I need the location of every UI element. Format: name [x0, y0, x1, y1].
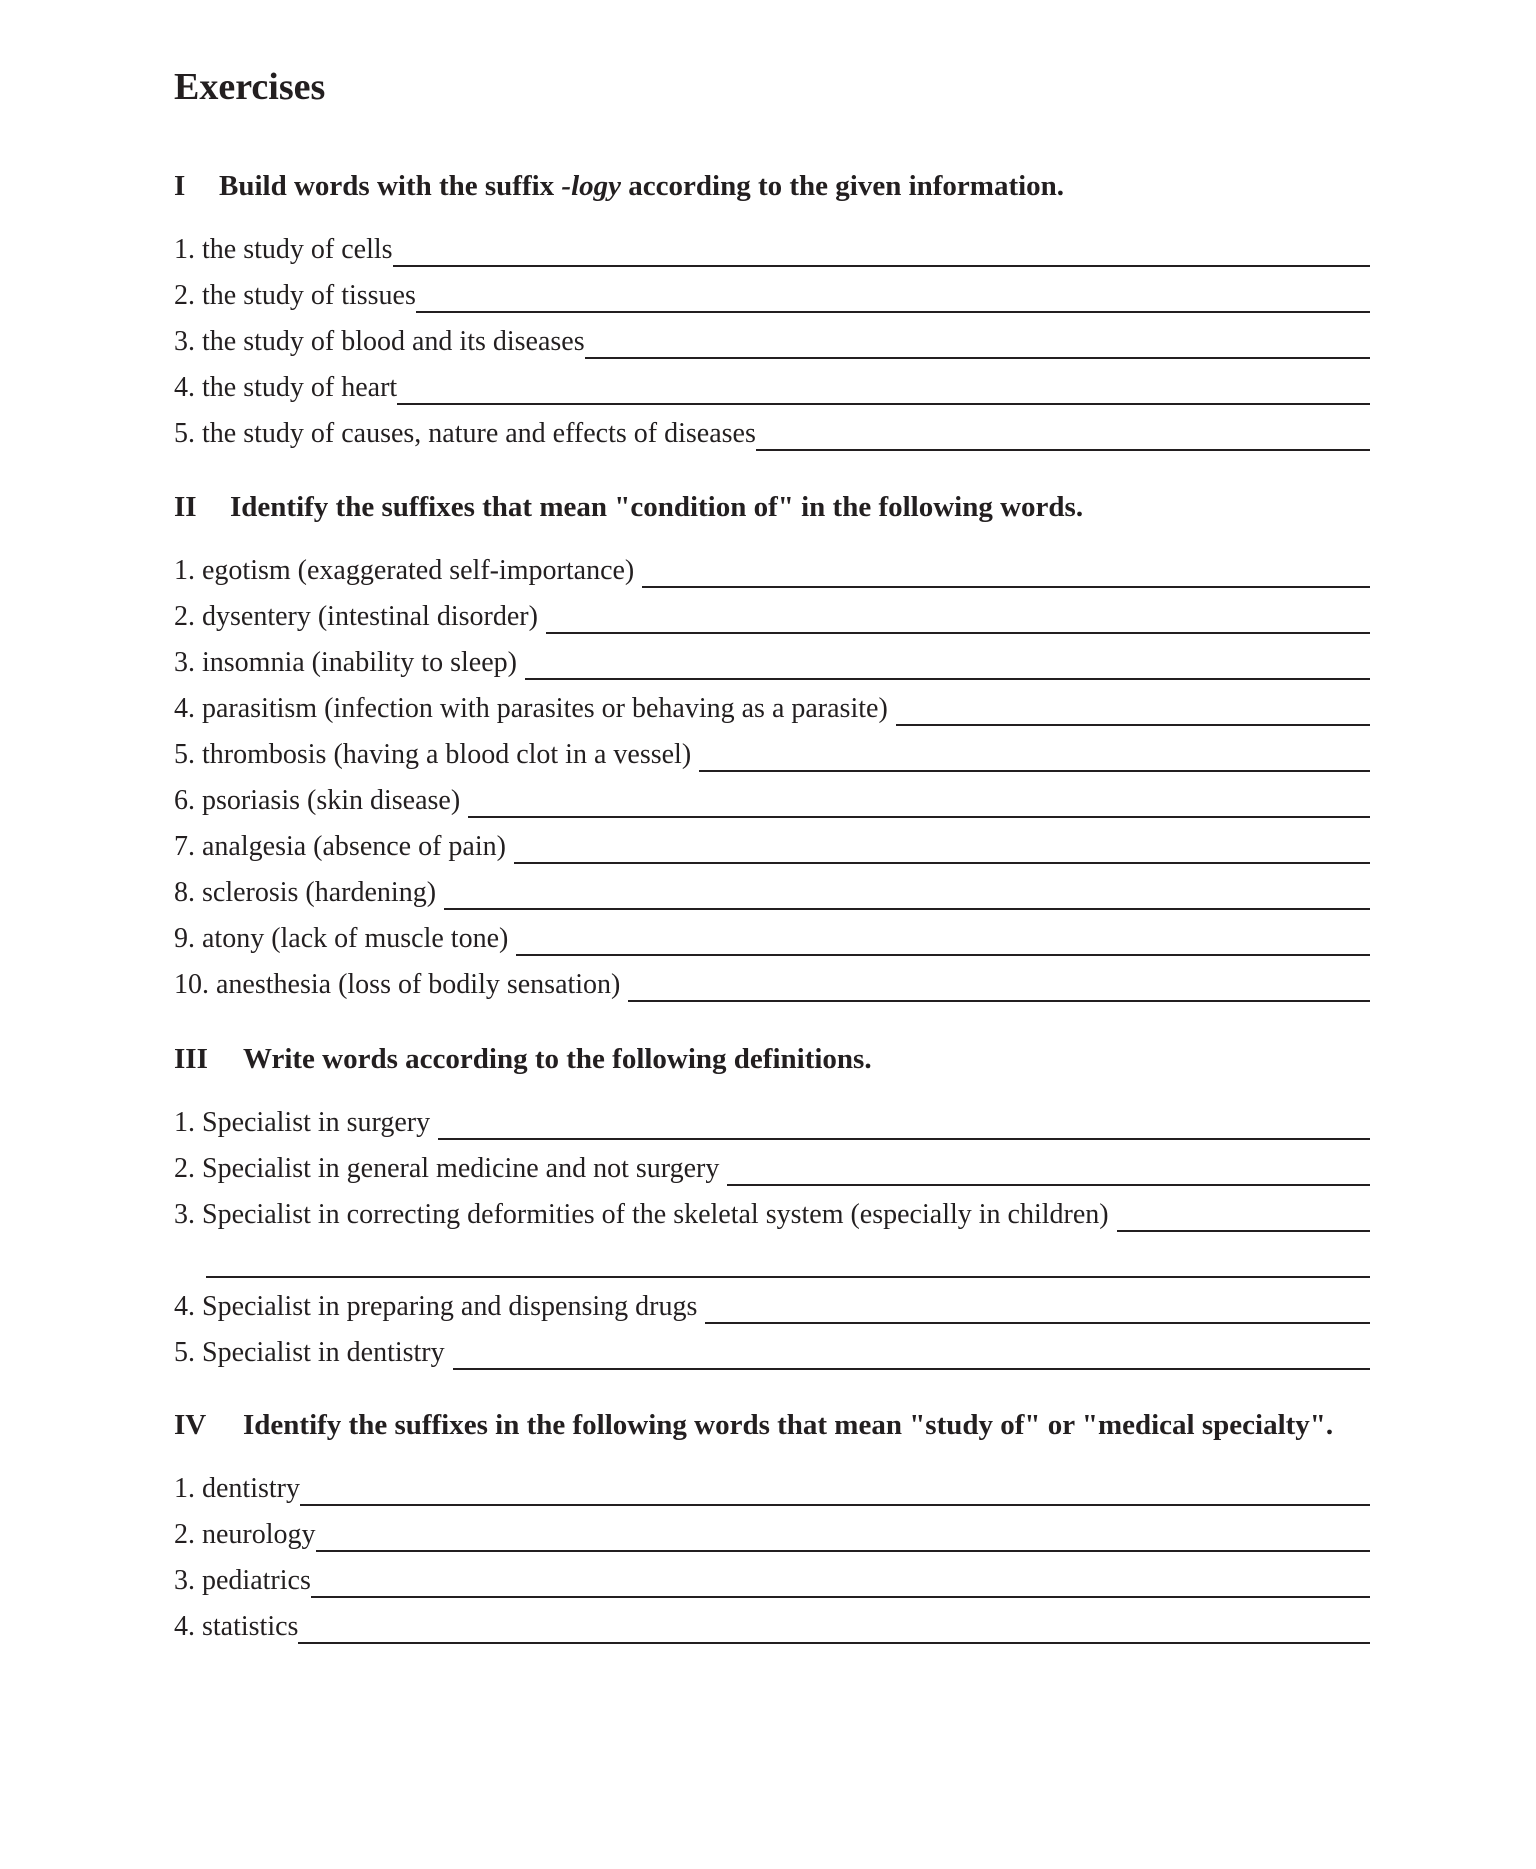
- list-item: [174, 411, 1370, 457]
- answer-line[interactable]: [316, 1519, 1370, 1552]
- item-prompt: 4. Specialist in preparing and dispensing drugs: [174, 1291, 698, 1322]
- answer-line[interactable]: [756, 418, 1370, 451]
- list-item: [174, 686, 1370, 732]
- item-prompt: 2. Specialist in general medicine and not surgery: [174, 1153, 720, 1184]
- list-item: [174, 916, 1370, 962]
- section-1-heading: [174, 167, 1370, 205]
- item-prompt: 5. thrombosis (having a blood clot in a vessel): [174, 739, 692, 770]
- section-4-heading-text: Identify the suffixes in the following words that mean "study of" or "medical specialty".: [243, 1409, 1334, 1441]
- answer-line[interactable]: [727, 1153, 1370, 1186]
- list-item: [174, 778, 1370, 824]
- answer-line[interactable]: [896, 693, 1370, 726]
- item-prompt: 2. the study of tissues: [174, 280, 416, 311]
- section-3-heading: [174, 1040, 1370, 1078]
- section-4-numeral: IV: [174, 1409, 207, 1441]
- answer-line[interactable]: [453, 1337, 1370, 1370]
- item-prompt: 2. dysentery (intestinal disorder): [174, 601, 538, 632]
- list-item: [174, 1146, 1370, 1192]
- item-prompt: 4. the study of heart: [174, 372, 398, 403]
- answer-line[interactable]: [546, 601, 1370, 634]
- item-prompt: 1. dentistry: [174, 1473, 300, 1504]
- item-prompt: 1. Specialist in surgery: [174, 1107, 431, 1138]
- answer-line[interactable]: [393, 234, 1370, 267]
- answer-line[interactable]: [525, 647, 1370, 680]
- answer-line[interactable]: [298, 1611, 1370, 1644]
- answer-line[interactable]: [397, 372, 1370, 405]
- list-item: [174, 365, 1370, 411]
- list-item: [174, 1604, 1370, 1650]
- list-item: [174, 1100, 1370, 1146]
- item-prompt: 2. neurology: [174, 1519, 316, 1550]
- section-1-numeral: I: [174, 170, 186, 202]
- list-item: [174, 1192, 1370, 1238]
- item-prompt: 8. sclerosis (hardening): [174, 877, 437, 908]
- answer-line[interactable]: [311, 1565, 1370, 1598]
- section-3-heading-text: Write words according to the following definitions.: [243, 1043, 872, 1075]
- section-3-items: [174, 1100, 1370, 1376]
- item-prompt: 1. egotism (exaggerated self-importance): [174, 555, 635, 586]
- answer-line[interactable]: [444, 877, 1370, 910]
- answer-line[interactable]: [206, 1245, 1370, 1278]
- section-4-items: [174, 1466, 1370, 1650]
- answer-line[interactable]: [699, 739, 1370, 772]
- section-4: [174, 1406, 1370, 1650]
- list-item: [174, 227, 1370, 273]
- section-1-heading-text-end: according to the given information.: [621, 170, 1065, 202]
- section-2-numeral: II: [174, 491, 197, 523]
- list-item: [174, 962, 1370, 1008]
- list-item: [174, 640, 1370, 686]
- list-item: [174, 273, 1370, 319]
- section-1-heading-suffix: -logy: [561, 170, 622, 202]
- answer-line[interactable]: [514, 831, 1370, 864]
- item-prompt: 4. statistics: [174, 1611, 299, 1642]
- answer-line[interactable]: [1117, 1199, 1370, 1232]
- list-item: [174, 319, 1370, 365]
- section-4-heading: [174, 1406, 1370, 1444]
- answer-line[interactable]: [438, 1107, 1370, 1140]
- section-1: [174, 167, 1370, 457]
- list-item: [174, 1466, 1370, 1512]
- item-prompt: 1. the study of cells: [174, 234, 393, 265]
- list-item: [174, 548, 1370, 594]
- section-1-items: [174, 227, 1370, 457]
- list-item: [174, 1284, 1370, 1330]
- list-item: [174, 1558, 1370, 1604]
- list-item: [174, 732, 1370, 778]
- item-prompt: 4. parasitism (infection with parasites or behaving as a parasite): [174, 693, 888, 724]
- answer-line[interactable]: [468, 785, 1370, 818]
- item-prompt: 5. Specialist in dentistry: [174, 1337, 445, 1368]
- item-prompt: 7. analgesia (absence of pain): [174, 831, 506, 862]
- item-prompt: 3. insomnia (inability to sleep): [174, 647, 517, 678]
- item-prompt: 3. the study of blood and its diseases: [174, 326, 585, 357]
- answer-line[interactable]: [628, 969, 1370, 1002]
- list-item-continuation: [174, 1238, 1370, 1284]
- item-prompt: 9. atony (lack of muscle tone): [174, 923, 509, 954]
- list-item: [174, 594, 1370, 640]
- answer-line[interactable]: [416, 280, 1370, 313]
- item-prompt: 3. pediatrics: [174, 1565, 311, 1596]
- list-item: [174, 1512, 1370, 1558]
- section-2-items: [174, 548, 1370, 1008]
- section-2-heading: [174, 488, 1370, 526]
- section-1-heading-text: Build words with the suffix: [219, 170, 562, 202]
- answer-line[interactable]: [585, 326, 1370, 359]
- answer-line[interactable]: [300, 1473, 1370, 1506]
- section-3-numeral: III: [174, 1043, 208, 1075]
- page-title: Exercises: [174, 66, 326, 108]
- section-3: [174, 1040, 1370, 1376]
- item-prompt: 3. Specialist in correcting deformities of the skeletal system (especially in children): [174, 1199, 1109, 1230]
- section-2-heading-text: Identify the suffixes that mean "condition of" in the following words.: [230, 491, 1084, 523]
- list-item: [174, 824, 1370, 870]
- item-prompt: 6. psoriasis (skin disease): [174, 785, 461, 816]
- section-2: [174, 488, 1370, 1008]
- answer-line[interactable]: [705, 1291, 1370, 1324]
- answer-line[interactable]: [516, 923, 1370, 956]
- answer-line[interactable]: [642, 555, 1370, 588]
- item-prompt: 10. anesthesia (loss of bodily sensation): [174, 969, 621, 1000]
- list-item: [174, 1330, 1370, 1376]
- list-item: [174, 870, 1370, 916]
- item-prompt: 5. the study of causes, nature and effects of diseases: [174, 418, 756, 449]
